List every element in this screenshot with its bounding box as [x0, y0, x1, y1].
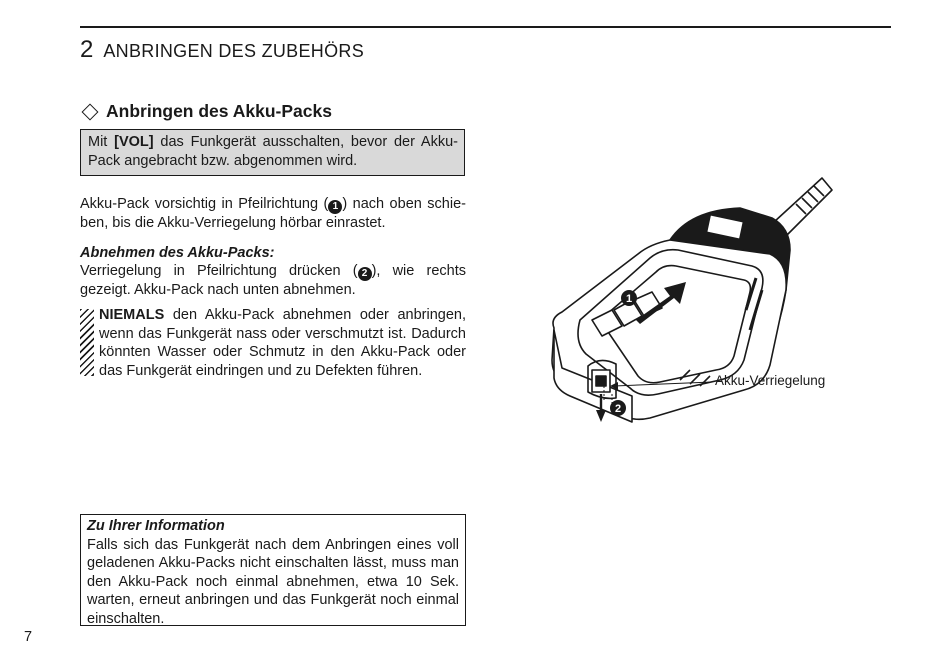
removal-paragraph [80, 262, 466, 300]
attach-text-start: Akku-Pack vorsichtig in Pfeilrichtung ( [80, 196, 329, 212]
note-key: [VOL] [114, 134, 154, 150]
warning-paragraph [99, 306, 466, 380]
step-2-marker: 2 [358, 267, 372, 281]
removal-heading: Abnehmen des Akku-Packs: [80, 245, 275, 261]
diamond-icon [82, 103, 99, 120]
chapter-heading [80, 36, 364, 64]
note-text: das Funkgerät ausschalten, bevor der Akku-Pack angebracht bzw. abgenommen wird. [88, 134, 458, 169]
illustration-marker-1-label: 1 [625, 293, 633, 305]
info-text: Falls sich das Funkgerät nach dem Anbringen eines voll geladenen Akku-Packs nicht einschalten lässt, muss man den Akku-Pack noch einmal abnehmen, etwa 10 Sek. warten, erneut anbringen und das Funkgerät noch einmal einschalten. [87, 536, 459, 627]
section-heading [80, 101, 332, 122]
warning-keyword: NIEMALS [99, 307, 165, 323]
attach-paragraph [80, 195, 466, 233]
removal-text-end: ), wie rechts gezeigt. Akku-Pack nach unten abnehmen. [80, 263, 466, 298]
note-box [80, 129, 465, 176]
attach-text-end: ) nach oben schieben, bis die Akku-Verriegelung hörbar einrastet. [80, 196, 466, 231]
illustration-marker-2-label: 2 [614, 403, 622, 415]
page-number: 7 [24, 629, 33, 645]
section-title: Anbringen des Akku-Packs [106, 101, 332, 121]
header-rule [80, 26, 891, 28]
chapter-number: 2 [80, 36, 94, 63]
warning-text: den Akku-Pack abnehmen oder anbringen, wenn das Funkgerät nass oder verschmutzt ist. Dadurch könnten Wasser oder Schmutz in den Akku-Pack oder das Funkgerät eindringen und zu Defekten führen. [99, 307, 466, 379]
chapter-title: ANBRINGEN DES ZUBEHÖRS [103, 41, 364, 61]
warning-stripe-icon [80, 309, 94, 376]
radio-battery-illustration [540, 170, 840, 430]
step-1-marker: 1 [328, 200, 342, 214]
info-box [80, 514, 466, 626]
removal-text-start: Verriegelung in Pfeilrichtung drücken ( [80, 263, 358, 279]
info-title: Zu Ihrer Information [87, 518, 225, 534]
lock-callout-label: Akku-Verriegelung [715, 373, 826, 388]
note-prefix: Mit [88, 134, 115, 150]
